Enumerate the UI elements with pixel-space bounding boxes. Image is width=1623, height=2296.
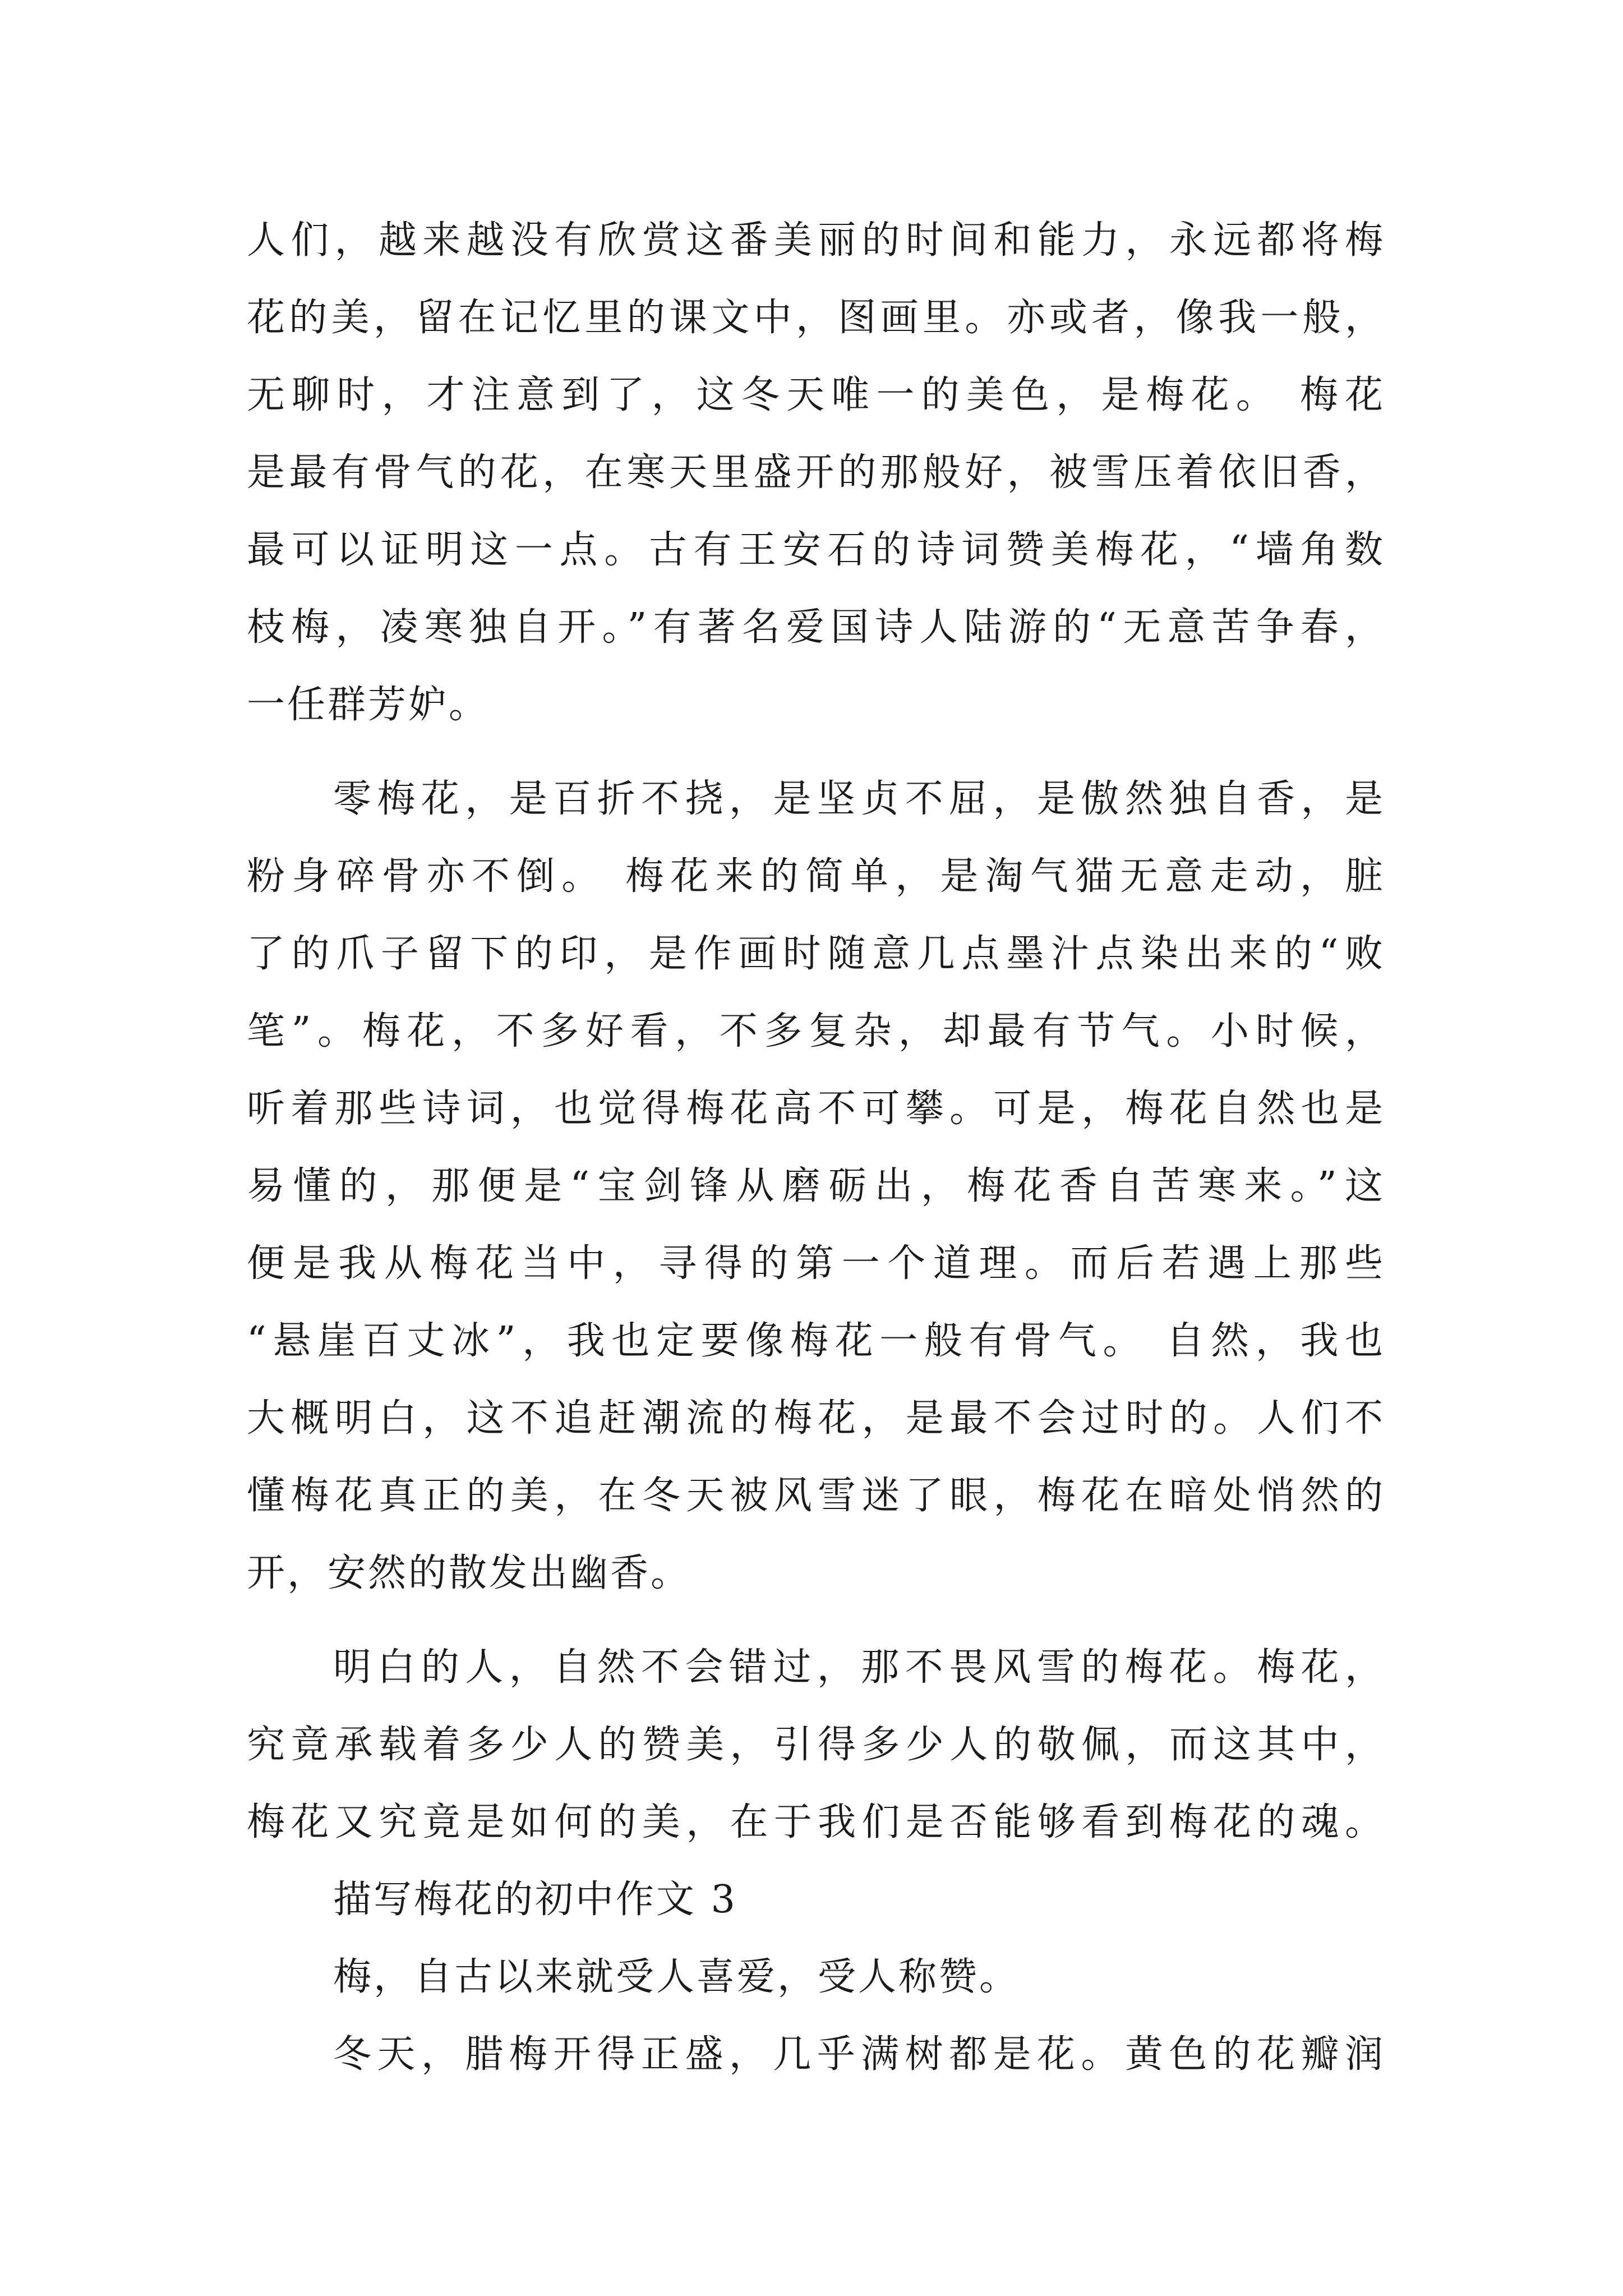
text-line: 开，安然的散发出幽香。 bbox=[247, 1551, 691, 1595]
text-line: 梅花又究竟是如何的美，在于我们是否能够看到梅花的魂。 bbox=[247, 1800, 1385, 1844]
text-line: 零梅花，是百折不挠，是坚贞不屈，是傲然独自香，是 bbox=[333, 777, 1385, 821]
text-line: 便是我从梅花当中，寻得的第一个道理。而后若遇上那些 bbox=[247, 1241, 1385, 1286]
paragraph-spacer bbox=[247, 1612, 1385, 1629]
text-line: 大概明白，这不追赶潮流的梅花，是最不会过时的。人们不 bbox=[247, 1396, 1385, 1441]
text-line: “悬崖百丈冰”，我也定要像梅花一般有骨气。 自然，我也 bbox=[247, 1319, 1385, 1363]
paragraph-spacer bbox=[247, 744, 1385, 761]
section-heading: 描写梅花的初中作文 3 bbox=[333, 1878, 737, 1922]
text-line: 最可以证明这一点。古有王安石的诗词赞美梅花，“墙角数 bbox=[247, 528, 1385, 572]
text-line: 了的爪子留下的印，是作画时随意几点墨汁点染出来的“败 bbox=[247, 932, 1385, 976]
text-line: 听着那些诗词，也觉得梅花高不可攀。可是，梅花自然也是 bbox=[247, 1087, 1385, 1131]
text-line: 是最有骨气的花，在寒天里盛开的那般好，被雪压着依旧香， bbox=[247, 450, 1385, 495]
text-line: 笔”。梅花，不多好看，不多复杂，却最有节气。小时候， bbox=[247, 1009, 1385, 1053]
text-line: 无聊时，才注意到了，这冬天唯一的美色，是梅花。 梅花 bbox=[247, 373, 1385, 417]
text-line: 粉身碎骨亦不倒。 梅花来的简单，是淘气猫无意走动，脏 bbox=[247, 854, 1385, 899]
paragraph bbox=[247, 761, 1385, 1612]
text-line: 枝梅，凌寒独自开。”有著名爱国诗人陆游的“无意苦争春， bbox=[247, 605, 1385, 650]
document-body bbox=[247, 202, 1385, 2093]
text-line: 一任群芳妒。 bbox=[247, 683, 490, 727]
text-line: 梅，自古以来就受人喜爱，受人称赞。 bbox=[333, 1955, 1020, 1999]
text-line: 明白的人，自然不会错过，那不畏风雪的梅花。梅花， bbox=[333, 1645, 1385, 1690]
text-line: 究竟承载着多少人的赞美，引得多少人的敬佩，而这其中， bbox=[247, 1723, 1385, 1767]
text-line: 花的美，留在记忆里的课文中，图画里。亦或者，像我一般， bbox=[247, 296, 1385, 340]
paragraph bbox=[247, 1629, 1385, 1861]
text-line: 人们，越来越没有欣赏这番美丽的时间和能力，永远都将梅 bbox=[247, 218, 1385, 263]
text-line: 懂梅花真正的美，在冬天被风雪迷了眼，梅花在暗处悄然的 bbox=[247, 1474, 1385, 1518]
text-line: 易懂的，那便是“宝剑锋从磨砺出，梅花香自苦寒来。”这 bbox=[247, 1164, 1385, 1208]
paragraph bbox=[247, 202, 1385, 744]
text-line: 冬天，腊梅开得正盛，几乎满树都是花。黄色的花瓣润 bbox=[333, 2032, 1385, 2077]
